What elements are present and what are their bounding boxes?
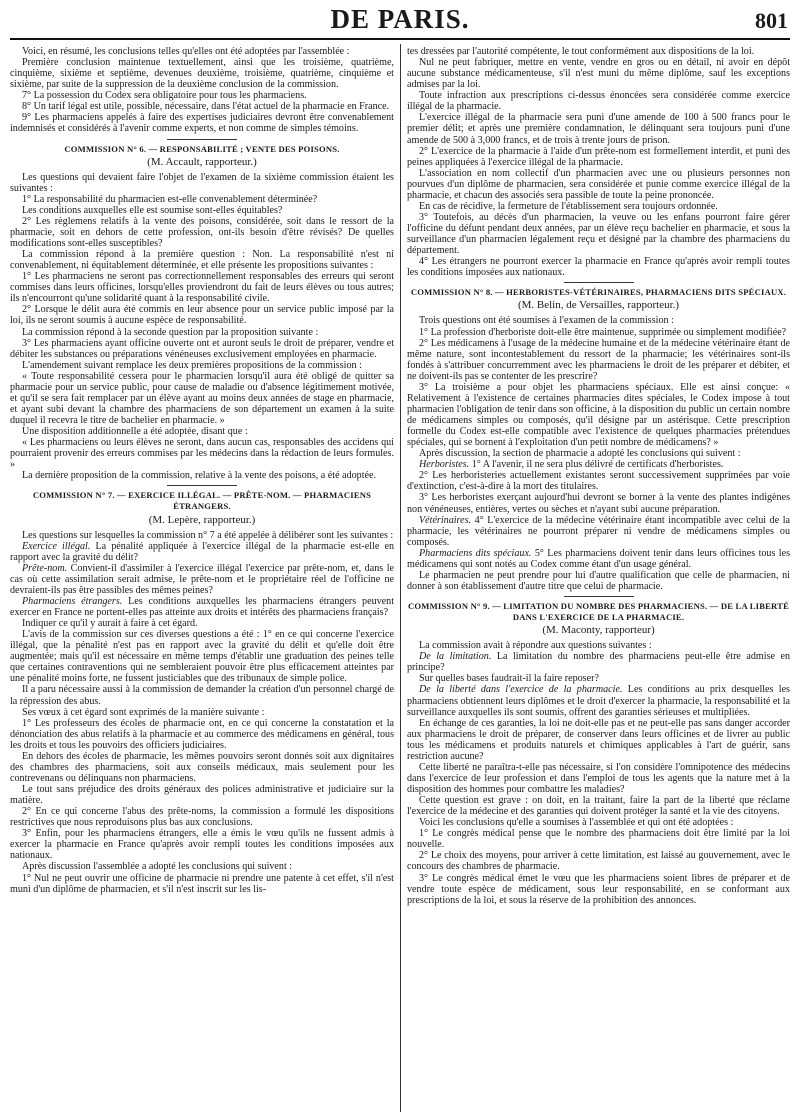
paragraph: 2° Le choix des moyens, pour arriver à cette limitation, est laissé au gouvernement, avec le concours des chambres de pharmacie. — [407, 850, 790, 873]
rapporteur-line: (M. Lepère, rapporteur.) — [148, 513, 256, 526]
paragraph: 1° La responsabilité du pharmacien est-elle convenablement déterminée? — [22, 193, 318, 205]
section-separator — [167, 485, 237, 486]
paragraph — [407, 684, 790, 717]
paragraph: « Toute responsabilité cessera pour le pharmacien lorsqu'il aura été obligé de quitter sa pharmacie pour un service public, pour cause de maladie ou d'absence légitimement motivée, et qu'il se sera fait remplacer par un élève ayant au moins deux années de stage en pharmacie, et ayant subi devant la chambre des pharmaciens de son département un examen à la suite duquel il recevra le titre de bachelier en pharmacie. » — [10, 370, 394, 426]
paragraph: Il a paru nécessaire aussi à la commission de demander la création d'un personnel chargé de la répression des abus. — [10, 684, 394, 707]
paragraph — [10, 563, 394, 596]
paragraph — [10, 541, 394, 563]
commission-heading: COMMISSION N° 9. — LIMITATION DU NOMBRE DES PHARMACIENS. — DE LA LIBERTÉ DANS L'EXERCICE DE LA PHARMACIE. — [407, 601, 790, 623]
paragraph: La commission avait à répondre aux questions suivantes : — [419, 640, 652, 652]
rapporteur-line: (M. Maconty, rapporteur) — [542, 624, 655, 637]
paragraph: Trois questions ont été soumises à l'examen de la commission : — [419, 315, 674, 327]
paragraph: 4° Les étrangers ne pourront exercer la pharmacie en France qu'après avoir rempli toutes les conditions imposées aux nationaux. — [407, 256, 790, 279]
italic-lead: Prête-nom. — [22, 562, 68, 574]
paragraph: La dernière proposition de la commission, relative à la vente des poisons, a été adoptée. — [22, 470, 377, 482]
commission-heading: COMMISSION N° 8. — HERBORISTES-VÉTÉRINAIRES, PHARMACIENS DITS SPÉCIAUX. — [410, 287, 787, 298]
section-separator — [167, 139, 237, 140]
paragraph: 2° Les herboristeries actuellement existantes seront successivement supprimées par voie d'extinction, c'est-à-dire à la mort des titulaires. — [407, 470, 790, 493]
paragraph-text: Convient-il d'assimiler à l'exercice illégal l'exercice par prête-nom, et, dans le cas où cette assimilation serait admise, le prête-nom et le propriétaire réel de l'officine ne devraient-ils pas être passibles des mêmes peines? — [10, 562, 394, 596]
paragraph: Cette question est grave : on doit, en la traitant, faire la part de la liberté que réclame l'exercice de la médecine et des garanties qui doivent protéger la santé et la vie des citoyens. — [407, 795, 790, 818]
paragraph: 2° Les règlemens relatifs à la vente des poisons, considérée, soit dans le ressort de la pharmacie, soit en dehors de cette profession, ont-ils besoin d'être révisés? De quelles modifications sont-elles susceptibles? — [10, 215, 394, 249]
paragraph — [407, 651, 790, 673]
italic-lead: Pharmaciens étrangers. — [22, 595, 123, 607]
paragraph-text: 1° A l'avenir, il ne sera plus délivré de certificats d'herboristes. — [469, 459, 724, 471]
paragraph — [407, 548, 790, 570]
paragraph — [407, 459, 790, 470]
paragraph: 1° La profession d'herboriste doit-elle être maintenue, supprimée ou simplement modifiée? — [419, 326, 787, 338]
right-column — [407, 46, 790, 1112]
paragraph: 1° Les professeurs des écoles de pharmacie ont, en ce qui concerne la constatation et la dénonciation des abus relatifs à la pharmacie et au commerce des médicamens en général, tous les droits et tous les pouvoirs des officiers judiciaires. — [10, 717, 394, 751]
page-title: DE PARIS. — [330, 4, 470, 34]
page-header — [0, 0, 800, 40]
page-number: 801 — [755, 8, 788, 33]
paragraph: Cette liberté ne paraîtra-t-elle pas nécessaire, si l'on considère l'omnipotence des médecins dans l'exercice de leur profession et dans l'emploi de tous les agents que la nature met à la disposition des hommes pour combattre les maladies? — [407, 761, 790, 795]
paragraph-text: 5° Les pharmaciens doivent tenir dans leurs officines tous les médicamens qui sont notés au Codex comme étant d'un usage général. — [407, 547, 790, 570]
commission-heading: COMMISSION N° 6. — RESPONSABILITÉ ; VENTE DES POISONS. — [64, 143, 340, 154]
paragraph: 2° Les médicamens à l'usage de la médecine humaine et de la médecine vétérinaire étant de même nature, sont incontestablement du ressort de la pharmacie; les vétérinaires sont-ils fondés à s'attribuer concurremment avec les pharmaciens le droit de les préparer et débiter, et ne doivent-ils pas se contenter de les prescrire? — [407, 337, 790, 382]
paragraph: Voici les conclusions qu'elle a soumises à l'assemblée et qui ont été adoptées : — [419, 817, 734, 829]
paragraph: En dehors des écoles de pharmacie, les mêmes pouvoirs seront donnés soit aux dignitaires des chambres des pharmaciens, soit aux conseils médicaux, mais seulement pour les contrevenans ou délinquans non pharmaciens. — [10, 750, 394, 784]
paragraph: 3° Toutefois, au décès d'un pharmacien, la veuve ou les enfans pourront faire gérer l'officine du défunt pendant deux années, par un élève reçu bachelier en pharmacie, et sous la surveillance d'un pharmacien légalement reçu et désigné par la chambre des pharmaciens du département. — [407, 211, 790, 257]
paragraph — [10, 596, 394, 618]
italic-lead: Pharmaciens dits spéciaux. — [419, 547, 532, 559]
paragraph: La commission répond à la première question : Non. La responsabilité n'est ni convenablement, ni équitablement déterminée, et elle présente les propositions suivantes : — [10, 249, 394, 272]
paragraph: L'amendement suivant remplace les deux premières propositions de la commission : — [22, 359, 362, 371]
paragraph: Après discussion l'assemblée a adopté les conclusions qui suivent : — [22, 861, 293, 873]
paragraph: 1° Le congrès médical pense que le nombre des pharmaciens doit être limité par la loi nouvelle. — [407, 828, 790, 851]
paragraph: 7° La possession du Codex sera obligatoire pour tous les pharmaciens. — [22, 90, 307, 102]
rapporteur-line: (M. Belin, de Versailles, rapporteur.) — [517, 299, 680, 312]
paragraph-text: La limitation du nombre des pharmaciens peut-elle être admise en principe? — [407, 651, 790, 674]
paragraph: Voici, en résumé, les conclusions telles qu'elles ont été adoptées par l'assemblée : — [22, 46, 350, 57]
paragraph: 3° Les herboristes exerçant aujourd'hui devront se borner à la vente des plantes indigènes non vénéneuses, entières, vertes ou sèches et n'ayant subi aucune préparation. — [407, 492, 790, 515]
section-separator — [564, 596, 634, 597]
paragraph: Ses vœux à cet égard sont exprimés de la manière suivante : — [22, 706, 265, 718]
italic-lead: De la liberté dans l'exercice de la pharmacie. — [419, 684, 623, 696]
paragraph-text: La pénalité appliquée à l'exercice illégal de la pharmacie est-elle en rapport avec la gravité du délit? — [10, 540, 394, 563]
paragraph: 3° Les pharmaciens ayant officine ouverte ont et auront seuls le droit de préparer, vendre et débiter les substances ou préparations vénéneuses exclusivement employées en pharmacie. — [10, 337, 394, 360]
paragraph: 8° Un tarif légal est utile, possible, nécessaire, dans l'état actuel de la pharmacie en France. — [22, 101, 390, 113]
column-divider — [400, 44, 401, 1112]
paragraph: 3° La troisième a pour objet les pharmaciens spéciaux. Elle est ainsi conçue: « Relativement à l'existence de certaines pharmacies dites spéciales, le Codex impose à tout pharmacien l'obligation de tenir dans son officine, à la disposition du public un certain nombre de médicamens simples ou composés, qu'il désigne par un astérisque. Cette prescription formelle du Codex est-elle compatible avec l'existence de quelques pharmacies prétendues spéciales, qui se bornent à l'exploitation d'un petit nombre de médicamens? » — [407, 381, 790, 449]
paragraph: L'association en nom collectif d'un pharmacien avec une ou plusieurs personnes non pourvues d'un diplôme de pharmacien, sera considérée et punie comme exercice illégal de la pharmacie, et chacun des associés sera passible de toute la peine prononcée. — [407, 167, 790, 201]
italic-lead: Herboristes. — [419, 459, 470, 471]
paragraph: Les conditions auxquelles elle est soumise sont-elles équitables? — [22, 204, 283, 216]
paragraph: Nul ne peut fabriquer, mettre en vente, vendre en gros ou en détail, ni avoir en dépôt aucune substance médicamenteuse, s'il n'est muni du même diplôme, sauf les exceptions admises par la loi. — [407, 57, 790, 91]
paragraph-text: Les conditions auxquelles les pharmaciens étrangers peuvent exercer en France ne portent-elles pas atteinte aux droits et intérêts des pharmaciens français? — [10, 595, 394, 618]
paragraph: 2° Lorsque le délit aura été commis en leur absence pour un service public imposé par la loi, ils ne seront soumis à aucune espèce de responsabilité. — [10, 304, 394, 327]
paragraph: Le pharmacien ne peut prendre pour lui d'autre qualification que celle de pharmacien, ni donner à son établissement d'autre titre que celui de pharmacie. — [407, 569, 790, 592]
paragraph: 9° Les pharmaciens appelés à faire des expertises judiciaires devront être convenablement indemnisés et considérés à l'avenir comme experts, et non comme de simples témoins. — [10, 112, 394, 135]
paragraph: tes dressées par l'autorité compétente, le tout conformément aux dispositions de la loi. — [407, 46, 755, 57]
paragraph: Première conclusion maintenue textuellement, ainsi que les troisième, quatrième, cinquième, sixième et septième, devenues deuxième, troisième, quatrième, cinquième et sixième, par suite de la suppression de la deuxième conclusion de la commission. — [10, 57, 394, 91]
paragraph: Indiquer ce qu'il y aurait à faire à cet égard. — [22, 618, 198, 630]
paragraph: Sur quelles bases faudrait-il la faire reposer? — [419, 673, 599, 685]
paragraph: 1° Nul ne peut ouvrir une officine de pharmacie ni prendre une patente à cet effet, s'il n'est muni d'un diplôme de pharmacien, et s'il n'est inscrit sur les lis- — [10, 872, 394, 895]
paragraph: 3° Enfin, pour les pharmaciens étrangers, elle a émis le vœu qu'ils ne fussent admis à exercer la pharmacie en France qu'après avoir rempli toutes les conditions imposées aux nationaux. — [10, 828, 394, 862]
paragraph-text: Les conditions au prix desquelles les pharmaciens obtiennent leurs diplômes et le droit d'exercer la pharmacie, la responsabilité et la surveillance auxquelles ils sont soumis, offrent des garanties sérieuses et multipliées. — [407, 684, 790, 718]
italic-lead: Vétérinaires. — [419, 514, 472, 526]
paragraph: En échange de ces garanties, la loi ne doit-elle pas et ne peut-elle pas sans danger accorder aux pharmaciens le droit de préparer, de conserver dans leurs officines et de livrer au public tous les médicamens et produits naturels et chimiques applicables à l'art de guérir, sans restriction aucune? — [407, 717, 790, 762]
paragraph: Après discussion, la section de pharmacie a adopté les conclusions qui suivent : — [419, 448, 741, 460]
header-rule — [10, 38, 790, 40]
paragraph: 2° L'exercice de la pharmacie à l'aide d'un prête-nom est formellement interdit, et puni des peines appliquées à l'exercice illégal de la pharmacie. — [407, 145, 790, 168]
paragraph: L'avis de la commission sur ces diverses questions a été : 1° en ce qui concerne l'exercice illégal, que la pénalité n'est pas en rapport avec la gravité du délit et qu'elle doit être augmentée; mais qu'il est nécessaire en même temps d'établir une graduation des peines telle que certaines contraventions qui ne sembleraient pouvoir être plus efficacement atteintes par une pénalité moins forte, ne fussent justiciables que des tribunaux de simple police. — [10, 629, 394, 685]
commission-heading: COMMISSION N° 7. — EXERCICE ILLÉGAL. — PRÊTE-NOM. — PHARMACIENS ÉTRANGERS. — [32, 490, 372, 512]
paragraph: 3° Le congrès médical émet le vœu que les pharmaciens soient libres de préparer et de vendre toute espèce de médicament, sous leur responsabilité, en se conformant aux prescriptions de la loi, et sous la réserve de la prohibition des annonces. — [407, 872, 790, 906]
paragraph: Une disposition additionnelle a été adoptée, disant que : — [22, 426, 248, 438]
italic-lead: De la limitation. — [419, 651, 492, 663]
paragraph: Le tout sans préjudice des droits généraux des polices administrative et judiciaire sur la matière. — [10, 784, 394, 807]
paragraph-text: 4° L'exercice de la médecine vétérinaire étant incompatible avec celui de la pharmacie, les vétérinaires ne pourront préparer ni vendre de médicamens simples ou composés. — [407, 514, 790, 548]
paragraph: Les questions qui devaient faire l'objet de l'examen de la sixième commission étaient les suivantes : — [10, 171, 394, 194]
paragraph: Toute infraction aux prescriptions ci-dessus énoncées sera considérée comme exercice illégal de la pharmacie. — [407, 90, 790, 113]
paragraph: 1° Les pharmaciens ne seront pas correctionnellement responsables des erreurs qui seront commises dans leurs officines, lorsqu'elles proviendront du fait de leurs élèves ou tous autres; ils n'encourront qu'une solidarité quant à la responsabilité civile. — [10, 271, 394, 305]
section-separator — [564, 282, 634, 283]
paragraph: Les questions sur lesquelles la commission n° 7 a été appelée à délibérer sont les suivantes : — [22, 529, 394, 541]
left-column — [10, 46, 394, 1112]
italic-lead: Exercice illégal. — [22, 540, 91, 552]
paragraph: 2° En ce qui concerne l'abus des prête-noms, la commission a formulé les dispositions restrictives que nous reproduisons plus bas aux conclusions. — [10, 806, 394, 829]
rapporteur-line: (M. Accault, rapporteur.) — [147, 155, 257, 168]
paragraph: L'exercice illégal de la pharmacie sera puni d'une amende de 100 à 500 francs pour le premier délit; et après une première condamnation, le délinquant sera toujours puni d'une amende de 500 à 3,000 francs, et de trois à trente jours de prison. — [407, 112, 790, 146]
paragraph: En cas de récidive, la fermeture de l'établissement sera toujours ordonnée. — [419, 200, 718, 212]
paragraph: La commission répond à la seconde question par la proposition suivante : — [22, 326, 319, 338]
paragraph — [407, 515, 790, 548]
paragraph: « Les pharmaciens ou leurs élèves ne seront, dans aucun cas, responsables des accidens qui pourraient provenir des erreurs commises par les médecins dans la rédaction de leurs formules. » — [10, 437, 394, 471]
